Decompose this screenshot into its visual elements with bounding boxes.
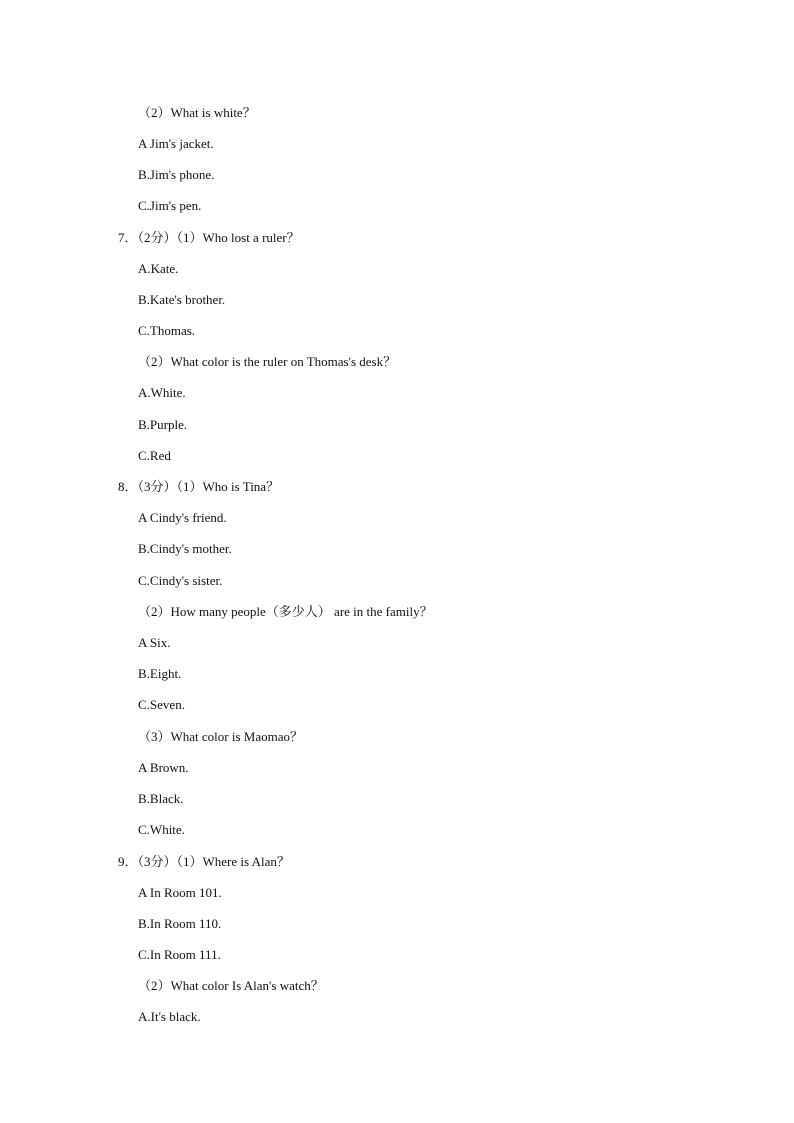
option-7-1-b: B.Kate's brother. (138, 292, 226, 307)
option-6-2-c: C.Jim's pen. (138, 198, 202, 213)
option-7-2-c: C.Red (138, 448, 171, 463)
option-9-1-c: C.In Room 111. (138, 947, 221, 962)
option-8-2-c: C.Seven. (138, 697, 185, 712)
option-9-1-a: A In Room 101. (138, 885, 222, 900)
option-7-1-a: A.Kate. (138, 261, 179, 276)
option-8-1-a: A Cindy's friend. (138, 510, 227, 525)
option-8-1-c: C.Cindy's sister. (138, 573, 223, 588)
question-7-1: 7．（2分）（1）Who lost a ruler？ (118, 230, 300, 245)
option-7-1-c: C.Thomas. (138, 323, 196, 338)
sub-question-6-2: （2）What is white？ (138, 105, 256, 120)
option-8-2-b: B.Eight. (138, 666, 182, 681)
option-7-2-a: A.White. (138, 385, 186, 400)
option-6-2-a: A Jim's jacket. (138, 136, 214, 151)
option-6-2-b: B.Jim's phone. (138, 167, 215, 182)
option-8-2-a: A Six. (138, 635, 171, 650)
sub-question-8-2: （2）How many people（多少人） are in the family？ (138, 604, 433, 619)
sub-question-7-2: （2）What color is the ruler on Thomas's desk？ (138, 354, 397, 369)
sub-question-8-3: （3）What color is Maomao？ (138, 729, 303, 744)
question-8-1: 8．（3分）（1）Who is Tina？ (118, 479, 280, 494)
option-9-2-a: A.It's black. (138, 1009, 201, 1024)
option-8-3-a: A Brown. (138, 760, 189, 775)
sub-question-9-2: （2）What color Is Alan's watch？ (138, 978, 324, 993)
option-8-3-b: B.Black. (138, 791, 184, 806)
option-8-1-b: B.Cindy's mother. (138, 541, 232, 556)
option-7-2-b: B.Purple. (138, 417, 188, 432)
option-9-1-b: B.In Room 110. (138, 916, 222, 931)
question-9-1: 9．（3分）（1）Where is Alan？ (118, 854, 290, 869)
option-8-3-c: C.White. (138, 822, 185, 837)
